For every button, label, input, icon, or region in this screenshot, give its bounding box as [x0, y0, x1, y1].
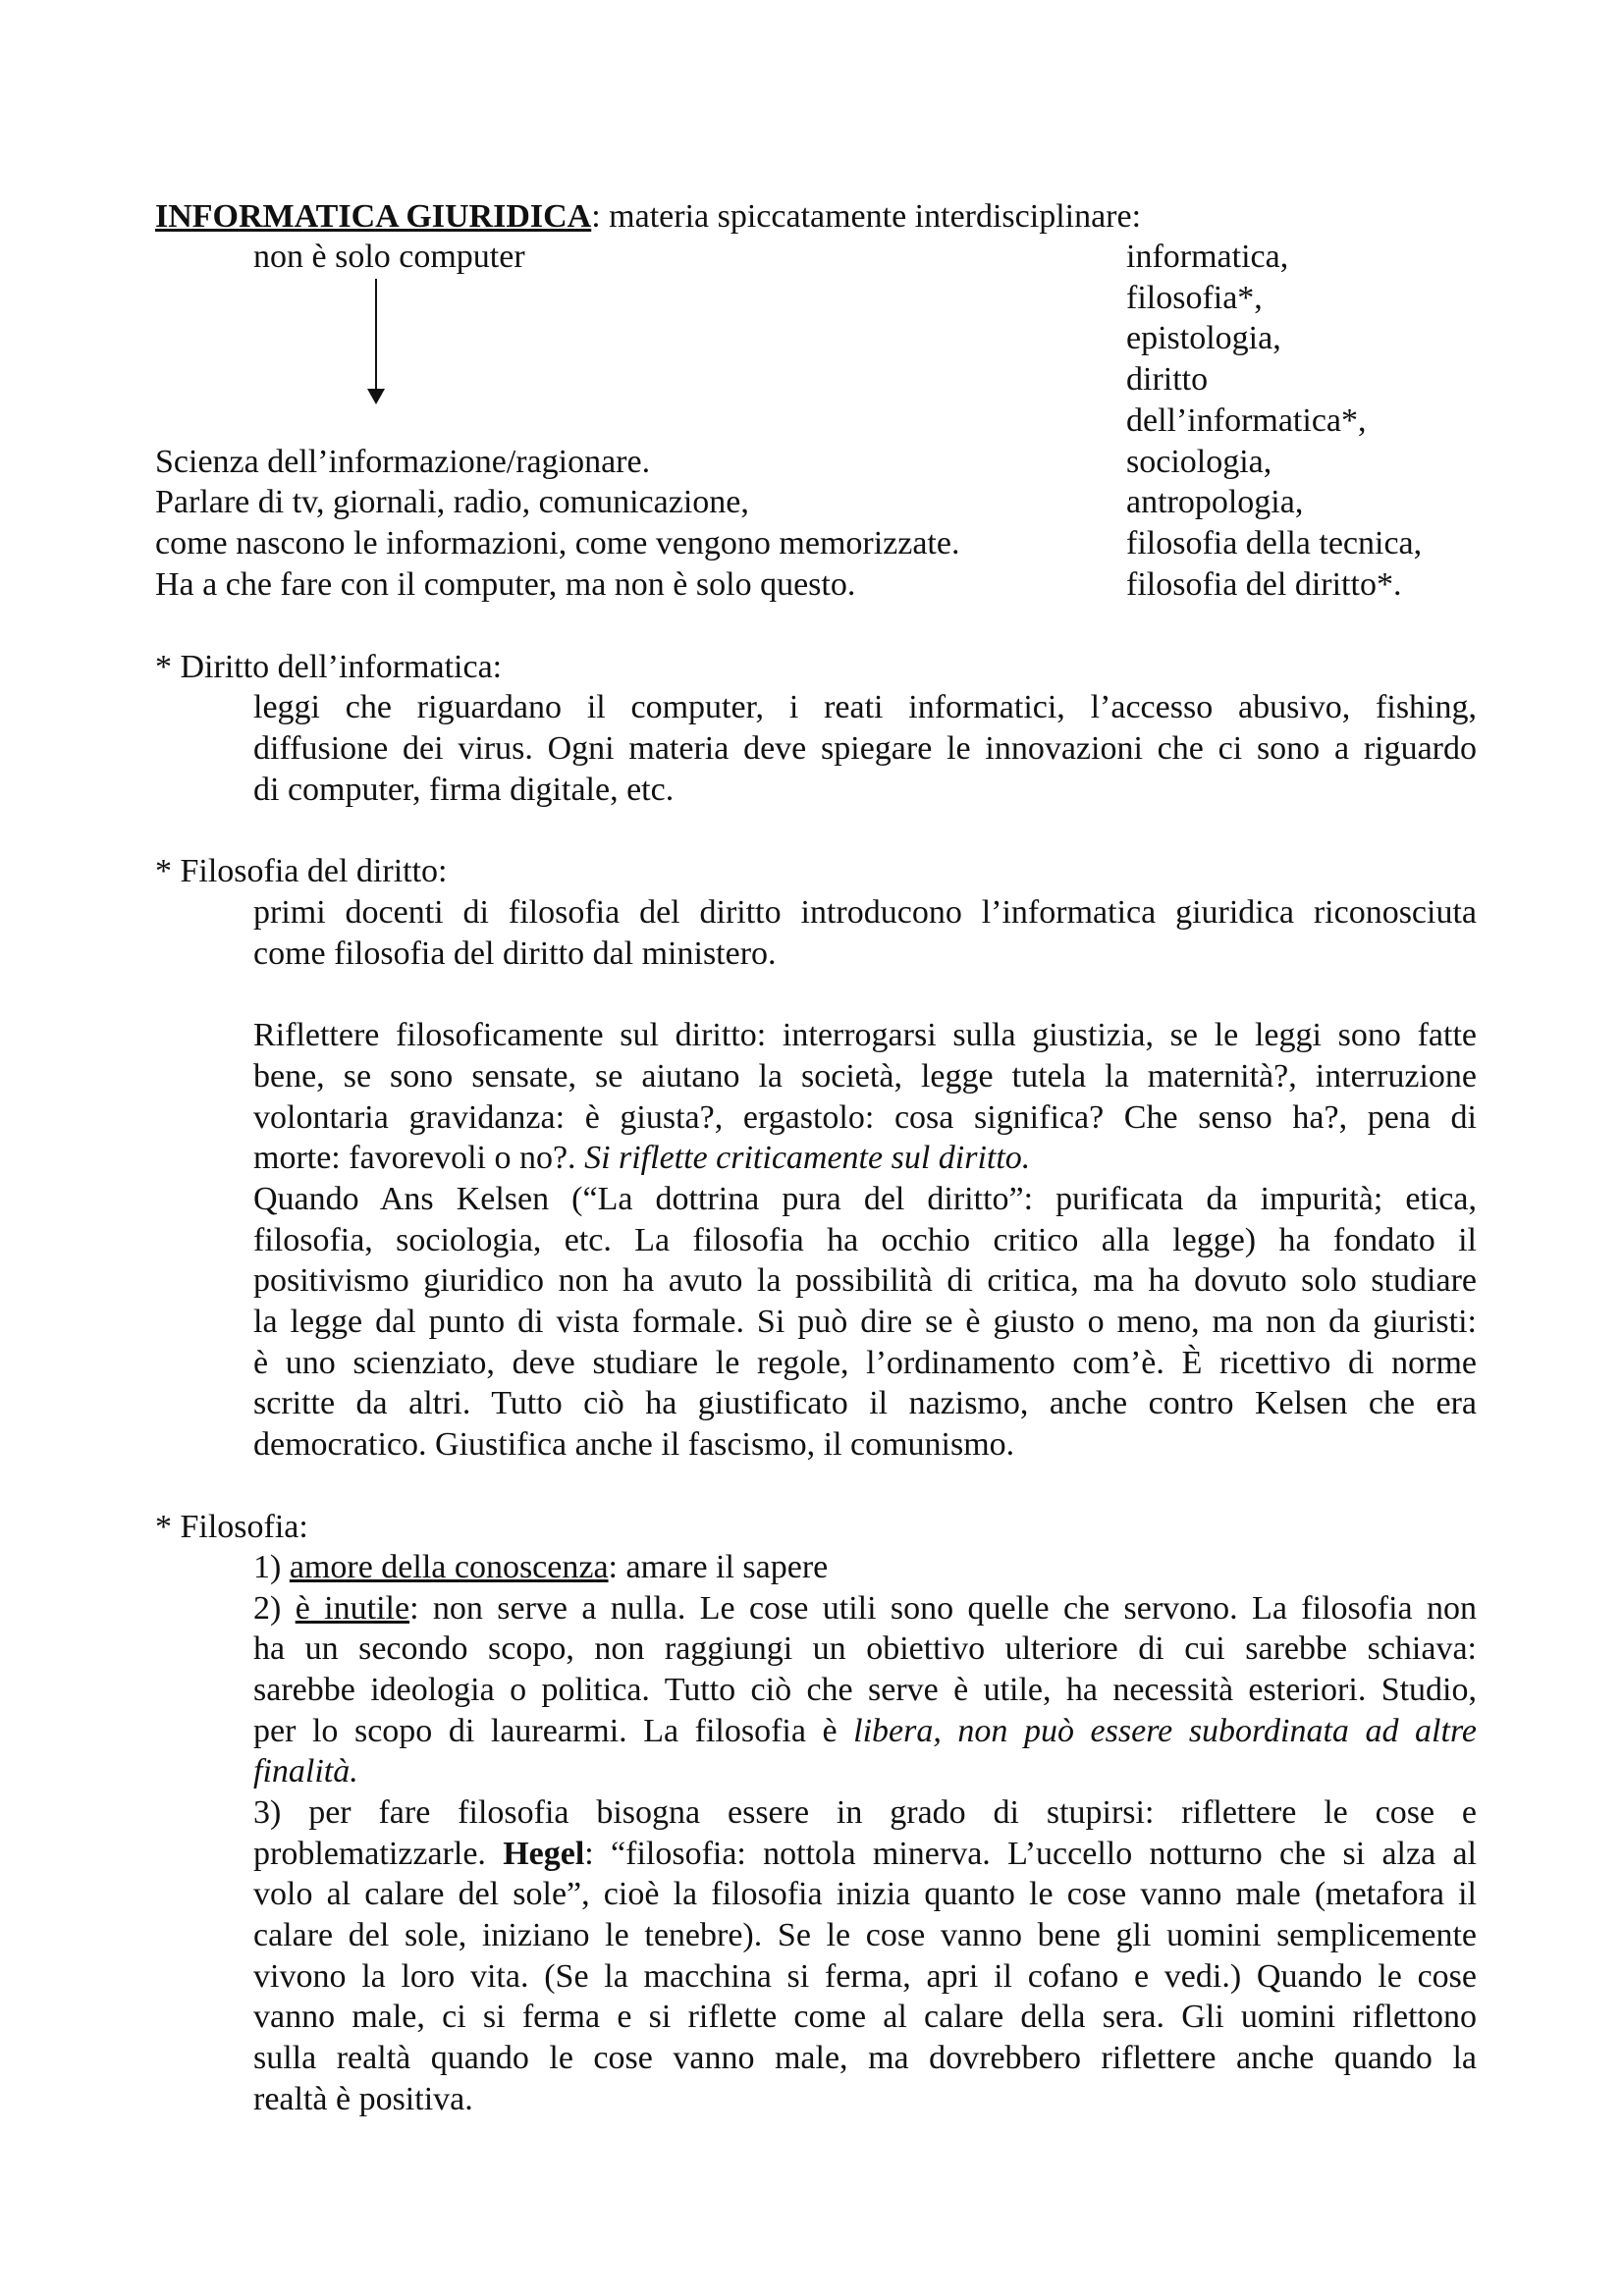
doc-title: INFORMATICA GIURIDICA	[155, 198, 592, 235]
underlined-term: amore della conoscenza	[289, 1549, 609, 1585]
discipline-item: dell’informatica*,	[1126, 402, 1367, 439]
section-heading-filosofia: * Filosofia:	[155, 1509, 308, 1545]
arrow-head-icon	[367, 389, 385, 404]
paragraph-line: primi docenti di filosofia del diritto introducono l’informatica giuridica riconosciuta	[253, 894, 1477, 931]
list-item: 2) è inutile: non serve a nulla. Le cose utili sono quelle che servono. La filosofia non	[253, 1590, 1477, 1627]
paragraph-line: la legge dal punto di vista formale. Si può dire se è giusto o meno, ma non da giuristi:	[253, 1304, 1477, 1340]
not-only-computer: non è solo computer	[253, 239, 525, 275]
doc-title-rest: : materia spiccatamente interdisciplinare:	[591, 198, 1142, 235]
paragraph-line: leggi che riguardano il computer, i reati informatici, l’accesso abusivo, fishing,	[253, 689, 1477, 725]
paragraph-line	[253, 1755, 358, 1789]
emphasis-text: Si riflette criticamente sul diritto.	[584, 1140, 1031, 1176]
section-heading-filosofia-diritto: * Filosofia del diritto:	[155, 853, 448, 889]
paragraph-line: come filosofia del diritto dal ministero.	[253, 935, 777, 972]
discipline-item: filosofia*,	[1126, 280, 1263, 316]
bold-name: Hegel	[503, 1836, 585, 1872]
paragraph-line: vivono la loro vita. (Se la macchina si ferma, apri il cofano e vedi.) Quando le cose	[253, 1958, 1477, 1995]
paragraph-line: ha un secondo scopo, non raggiungi un obiettivo ulteriore di cui sarebbe schiava:	[253, 1630, 1477, 1667]
paragraph-line: diffusione dei virus. Ogni materia deve spiegare le innovazioni che ci sono a riguardo	[253, 730, 1477, 767]
paragraph-line: sarebbe ideologia o politica. Tutto ciò che serve è utile, ha necessità esteriori. Studio,	[253, 1672, 1477, 1708]
paragraph-line: realtà è positiva.	[253, 2081, 473, 2117]
intro-line: Ha a che fare con il computer, ma non è solo questo.	[155, 566, 856, 603]
intro-line: Parlare di tv, giornali, radio, comunicazione,	[155, 484, 749, 520]
paragraph-line: democratico. Giustifica anche il fascismo, il comunismo.	[253, 1426, 1015, 1463]
paragraph-line: Riflettere filosoficamente sul diritto: interrogarsi sulla giustizia, se le leggi sono fatte	[253, 1017, 1477, 1053]
paragraph-line: sulla realtà quando le cose vanno male, ma dovrebbero riflettere anche quando la	[253, 2040, 1477, 2076]
discipline-item: antropologia,	[1126, 484, 1304, 520]
discipline-item: sociologia,	[1126, 444, 1272, 480]
paragraph-line: problematizzarle. Hegel: “filosofia: nottola minerva. L’uccello notturno che si alza al	[253, 1836, 1477, 1872]
paragraph-line: per lo scopo di laurearmi. La filosofia è libera, non può essere subordinata ad altre	[253, 1713, 1478, 1749]
paragraph-line: volo al calare del sole”, cioè la filosofia inizia quanto le cose vanno male (metafora il	[253, 1876, 1477, 1912]
list-item: 3) per fare filosofia bisogna essere in grado di stupirsi: riflettere le cose e	[253, 1794, 1477, 1831]
paragraph-line: calare del sole, iniziano le tenebre). Se le cose vanno bene gli uomini semplicemente	[253, 1917, 1477, 1953]
doc-title-line	[155, 200, 1141, 234]
paragraph-line: morte: favorevoli o no?. Si riflette criticamente sul diritto.	[253, 1140, 1031, 1176]
discipline-item: diritto	[1126, 361, 1209, 398]
down-arrow-icon	[375, 279, 377, 395]
paragraph-line: scritte da altri. Tutto ciò ha giustificato il nazismo, anche contro Kelsen che era	[253, 1385, 1477, 1421]
list-item: 1) amore della conoscenza: amare il sapere	[253, 1549, 829, 1585]
intro-line: come nascono le informazioni, come vengono memorizzate.	[155, 525, 960, 561]
paragraph-line: volontaria gravidanza: è giusta?, ergastolo: cosa significa? Che senso ha?, pena di	[253, 1099, 1477, 1136]
emphasis-text: libera, non può essere subordinata ad altre	[853, 1713, 1478, 1749]
discipline-item: filosofia del diritto*.	[1126, 566, 1402, 603]
discipline-item: informatica,	[1126, 239, 1289, 275]
intro-line: Scienza dell’informazione/ragionare.	[155, 444, 651, 480]
paragraph-line: positivismo giuridico non ha avuto la possibilità di critica, ma ha dovuto solo studiare	[253, 1262, 1477, 1299]
paragraph-line: filosofia, sociologia, etc. La filosofia ha occhio critico alla legge) ha fondato il	[253, 1222, 1477, 1258]
paragraph-line: bene, se sono sensate, se aiutano la società, legge tutela la maternità?, interruzione	[253, 1058, 1477, 1095]
discipline-item: filosofia della tecnica,	[1126, 525, 1423, 561]
discipline-item: epistologia,	[1126, 320, 1281, 356]
paragraph-line: vanno male, ci si ferma e si riflette come al calare della sera. Gli uomini riflettono	[253, 1999, 1477, 2035]
section-heading-diritto-informatica: * Diritto dell’informatica:	[155, 649, 503, 685]
underlined-term: è inutile	[295, 1590, 410, 1627]
paragraph-line: di computer, firma digitale, etc.	[253, 772, 675, 808]
paragraph-line: Quando Ans Kelsen (“La dottrina pura del diritto”: purificata da impurità; etica,	[253, 1181, 1477, 1217]
emphasis-text: finalità.	[253, 1753, 358, 1789]
paragraph-line: è uno scienziato, deve studiare le regole, l’ordinamento com’è. È ricettivo di norme	[253, 1345, 1477, 1381]
